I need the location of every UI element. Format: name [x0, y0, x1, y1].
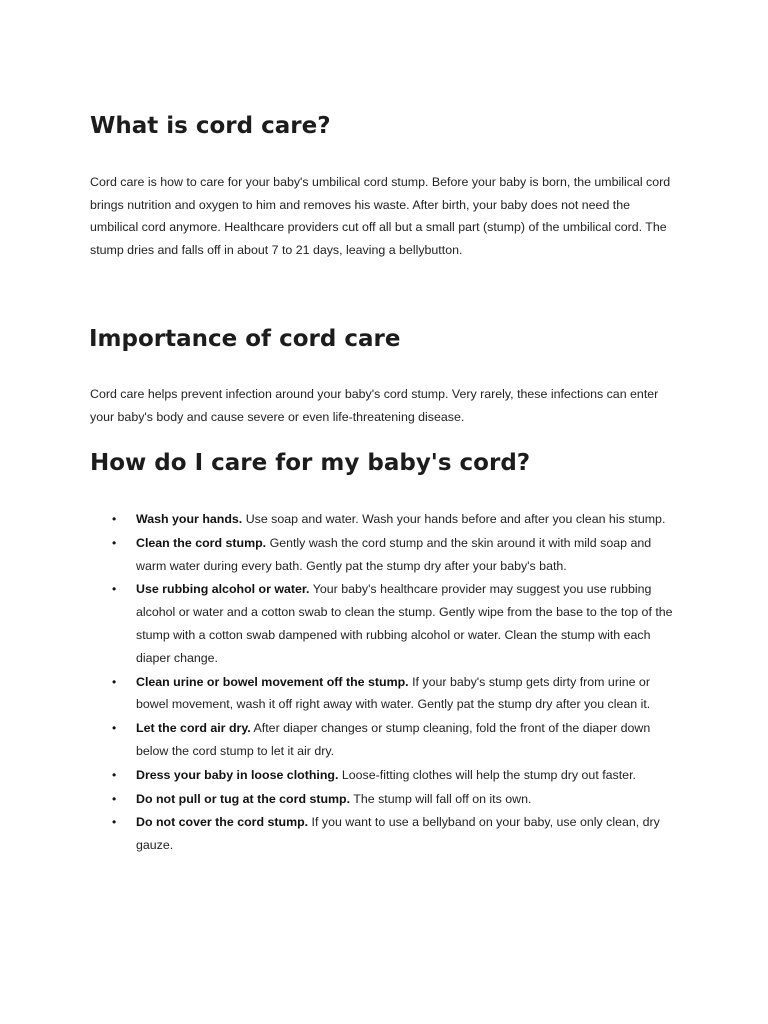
list-item-lead: Do not cover the cord stump.	[136, 815, 309, 830]
bullet-icon: •	[112, 512, 117, 526]
heading-how-to-care: How do I care for my baby's cord?	[90, 450, 531, 476]
list-item	[112, 788, 680, 811]
list-item-lead: Let the cord air dry.	[136, 721, 251, 736]
list-item	[112, 532, 680, 578]
list-item	[112, 671, 680, 717]
heading-what-is-cord-care: What is cord care?	[90, 113, 331, 139]
list-item-text: After diaper changes or stump cleaning, fold the front of the diaper down below the cord stump to let it air dry.	[136, 721, 651, 758]
bullet-icon: •	[112, 582, 117, 597]
list-item-text: Gently wash the cord stump and the skin around it with mild soap and warm water during every bath. Gently pat the stump dry after your baby's bath.	[136, 535, 652, 573]
bullet-icon: •	[112, 767, 117, 782]
list-item	[112, 811, 680, 857]
list-item-text: Your baby's healthcare provider may suggest you use rubbing alcohol or water and a cotton swab to clean the stump. Gently wipe from the base to the top of the stump with a cotton swab dampened with rubbing alcohol or water. Clean the stump with each diaper change.	[136, 582, 673, 665]
list-item-lead: Dress your baby in loose clothing.	[136, 767, 339, 782]
list-item-text: If you want to use a bellyband on your baby, use only clean, dry gauze.	[136, 815, 660, 853]
list-item-lead: Use rubbing alcohol or water.	[136, 582, 310, 597]
list-item-text: The stump will fall off on its own.	[350, 791, 532, 806]
bullet-icon: •	[112, 815, 117, 830]
list-item	[112, 764, 680, 787]
list-item-lead: Wash your hands.	[136, 512, 243, 526]
bullet-icon: •	[112, 535, 117, 550]
list-item	[112, 508, 680, 531]
list-item-lead: Clean the cord stump.	[136, 535, 267, 550]
care-steps-list	[112, 508, 680, 858]
list-item-lead: Clean urine or bowel movement off the stump.	[136, 674, 409, 689]
list-item-text: Loose-fitting clothes will help the stump dry out faster.	[338, 767, 636, 782]
bullet-icon: •	[112, 721, 117, 736]
paragraph-what-is-cord-care: Cord care is how to care for your baby's umbilical cord stump. Before your baby is born, the umbilical cord brings nutrition and oxygen to him and removes his waste. After birth, your baby does not need the umbilical cord anymore. Healthcare providers cut off all but a small part (stump) of the umbilical cord. The stump dries and falls off in about 7 to 21 days, leaving a bellybutton.	[90, 175, 671, 257]
bullet-icon: •	[112, 791, 117, 806]
bullet-icon: •	[112, 674, 117, 689]
list-item	[112, 578, 680, 669]
list-item-lead: Do not pull or tug at the cord stump.	[136, 791, 351, 806]
list-item-text: If your baby's stump gets dirty from urine or bowel movement, wash it off right away with water. Gently pat the stump dry after you clean it.	[136, 674, 651, 712]
list-item	[112, 717, 680, 763]
paragraph-importance-of-cord-care: Cord care helps prevent infection around your baby's cord stump. Very rarely, these infections can enter your baby's body and cause severe or even life-threatening disease.	[90, 387, 659, 424]
list-item-text: Use soap and water. Wash your hands before and after you clean his stump.	[242, 512, 666, 526]
heading-importance-of-cord-care: Importance of cord care	[89, 326, 401, 352]
